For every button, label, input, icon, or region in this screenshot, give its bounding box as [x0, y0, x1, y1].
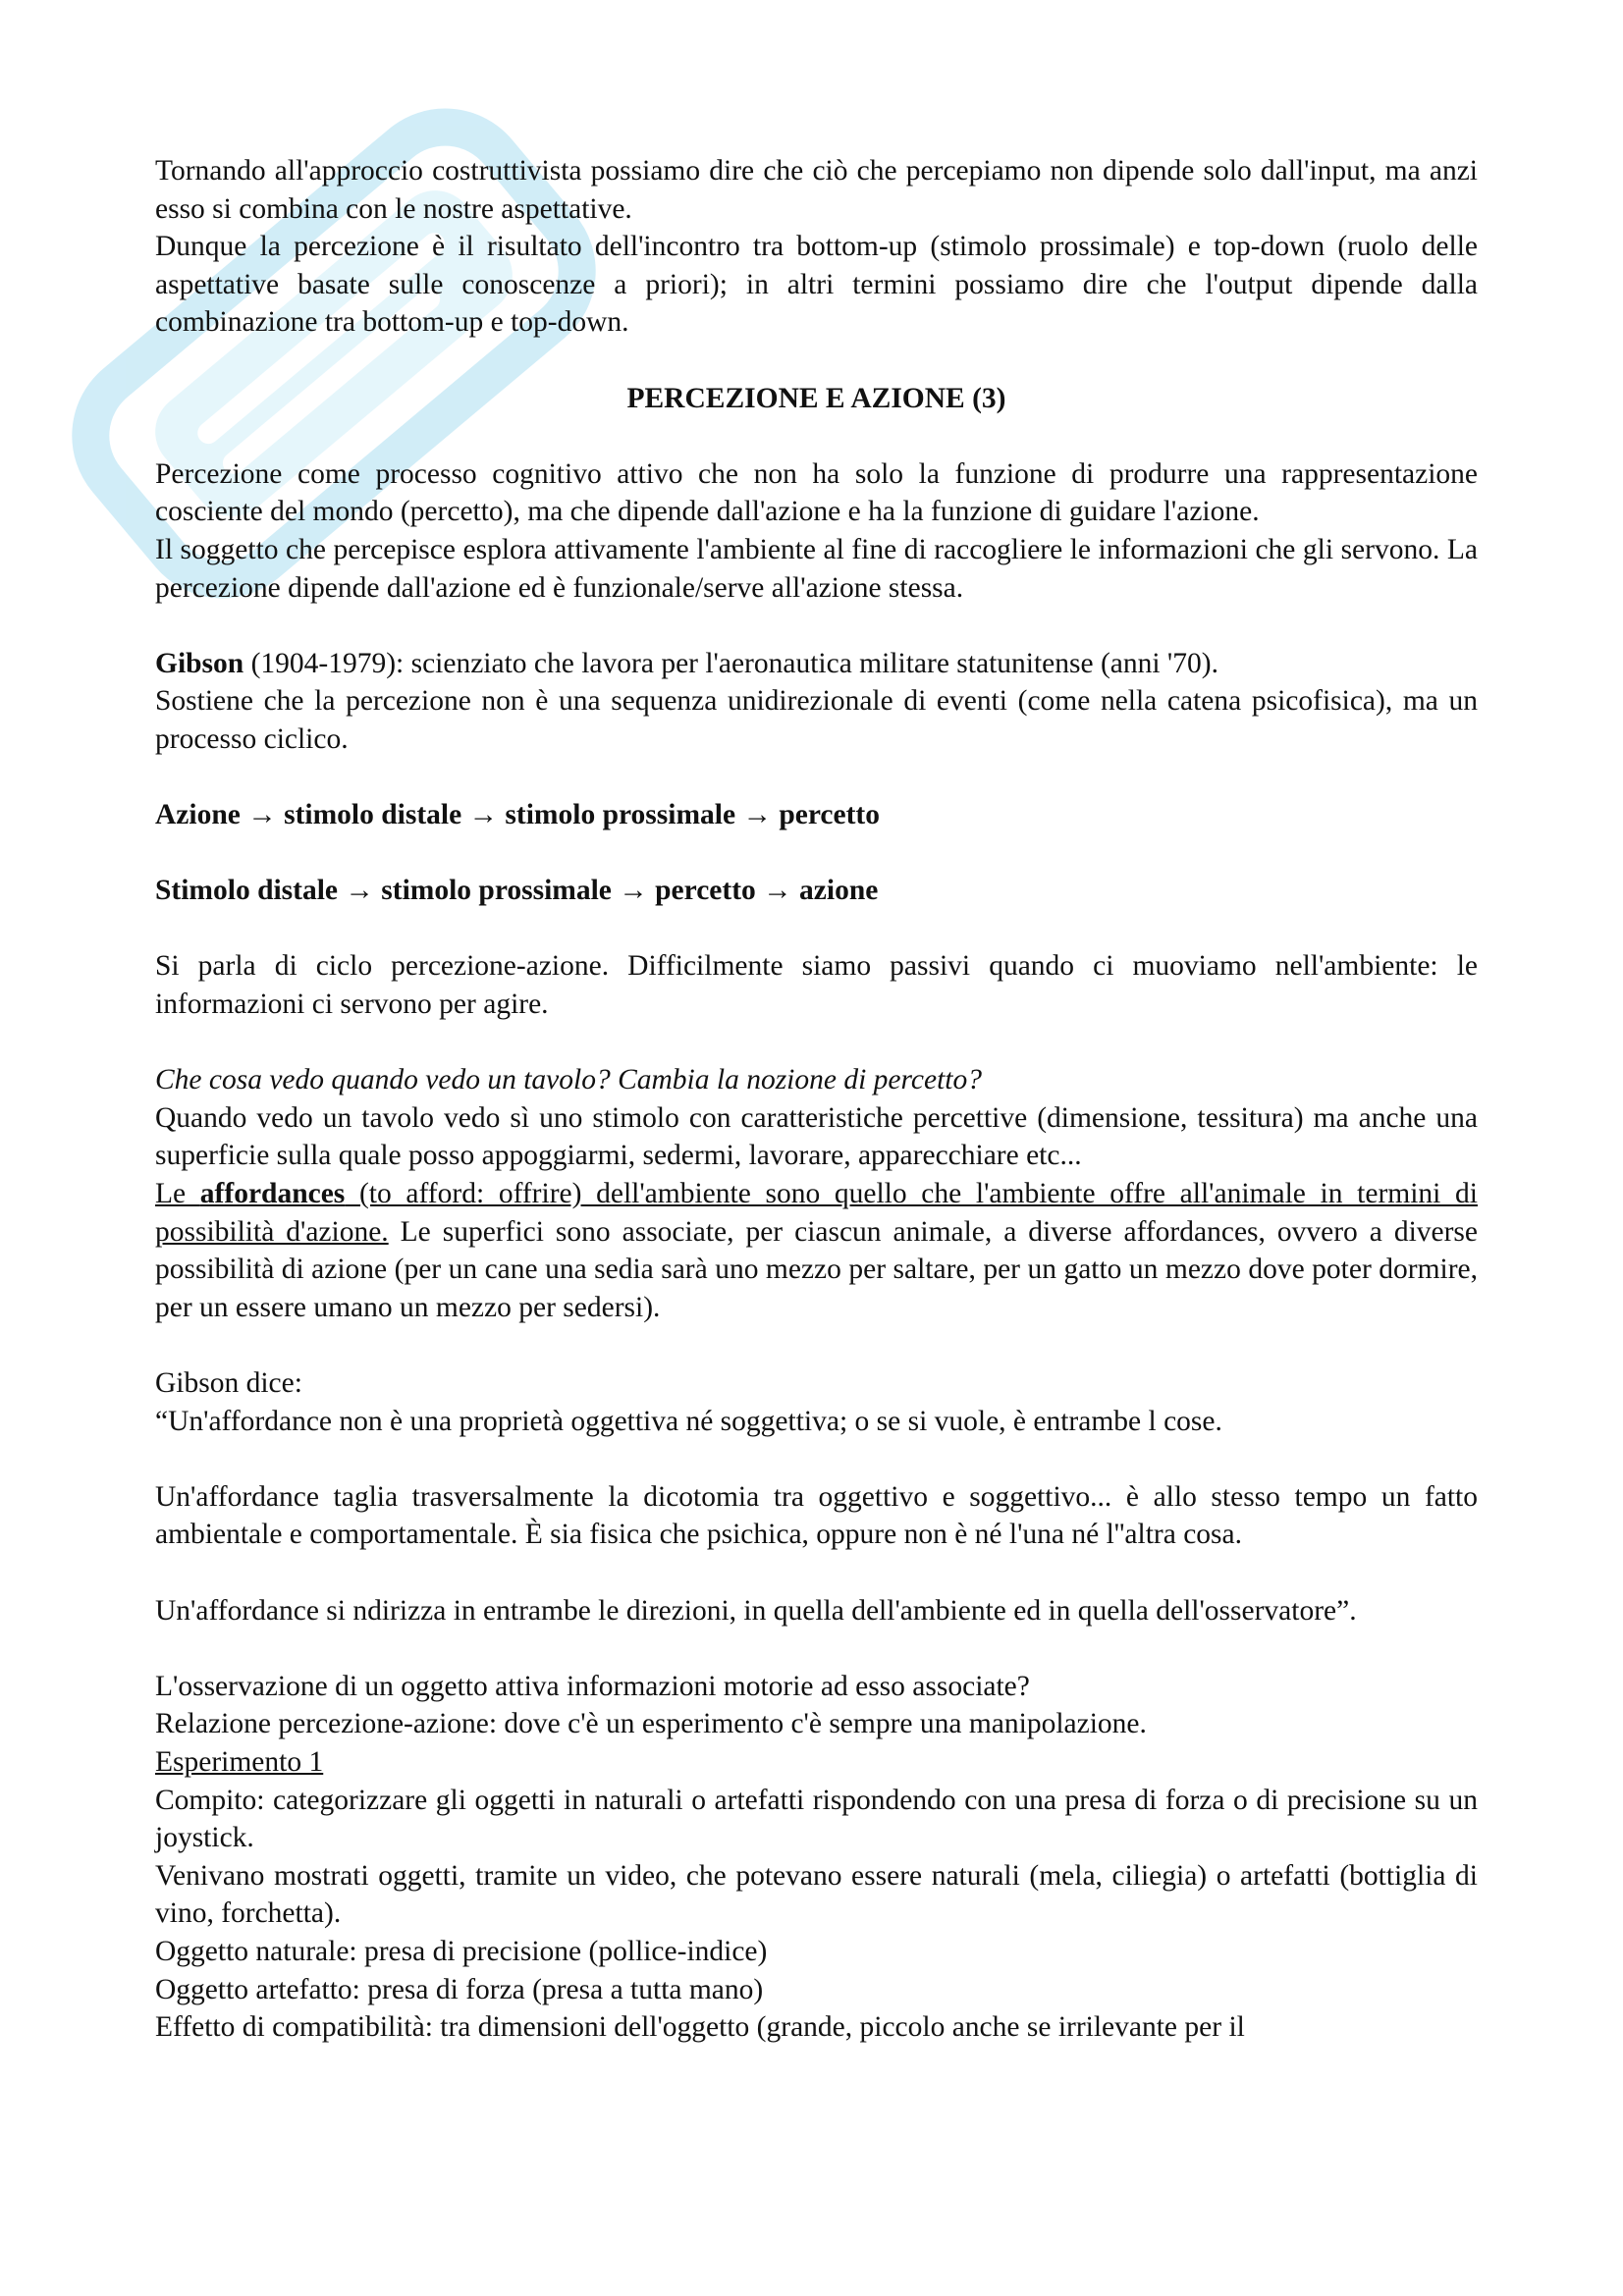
gibson-name: Gibson [155, 647, 244, 679]
affordances-explanation: Le superfici sono associate, per ciascun animale, a diverse affordances, ovvero a diverse possibilità di azione (per un cane una sedia sarà uno mezzo per saltare, per un gatto un mezzo dove poter dormire, per un essere umano un mezzo per sedersi). [155, 1215, 1479, 1323]
experiment-artifact-object: Oggetto artefatto: presa di forza (presa a tutta mano) [155, 1973, 764, 2005]
cycle-line-2: Stimolo distale → stimolo prossimale → percetto → azione [155, 875, 879, 907]
affordances-definition: Le affordances (to afford: offrire) dell'ambiente sono quello che l'ambiente offre all'animale in termini di possibilità d'azione. [155, 1178, 1478, 1248]
cycle-paragraph: Si parla di ciclo percezione-azione. Difficilmente siamo passivi quando ci muoviamo nell'ambiente: le informazioni ci servono per agire. [155, 950, 1478, 1021]
gibson-bio: (1904-1979): scienziato che lavora per l'aeronautica militare statunitense (anni '70). [243, 647, 1218, 679]
perception-paragraph-2: Il soggetto che percepisce esplora attivamente l'ambiente al fine di raccogliere le informazioni che gli servono. La percezione dipende dall'azione ed è funzionale/serve all'azione stessa. [155, 533, 1478, 604]
experiment-question: L'osservazione di un oggetto attiva informazioni motorie ad esso associate? [155, 1670, 1030, 1702]
perception-paragraph-1: Percezione come processo cognitivo attivo che non ha solo la funzione di produrre una rappresentazione cosciente del mondo (percetto), ma che dipende dall'azione e ha la funzione di guidare l'azione. [155, 457, 1478, 528]
experiment-stimuli: Venivano mostrati oggetti, tramite un video, che potevano essere naturali (mela, ciliegia) o artefatti (bottiglia di vino, forchetta). [155, 1859, 1478, 1930]
intro-paragraph-1: Tornando all'approccio costruttivista possiamo dire che ciò che percepiamo non dipende solo dall'input, ma anzi esso si combina con le nostre aspettative. [155, 155, 1478, 225]
table-answer: Quando vedo un tavolo vedo sì uno stimolo con caratteristiche percettive (dimensione, tessitura) ma anche una superficie sulla quale posso appoggiarmi, sedermi, lavorare, apparecchiare etc... [155, 1101, 1478, 1172]
gibson-paragraph [155, 645, 1478, 683]
experiment-relation: Relazione percezione-azione: dove c'è un esperimento c'è sempre una manipolazione. [155, 1708, 1147, 1740]
experiment-task: Compito: categorizzare gli oggetti in naturali o artefatti rispondendo con una presa di forza o di precisione su un joystick. [155, 1784, 1478, 1854]
affordances-term: affordances [199, 1178, 346, 1210]
quote-part-2: Un'affordance taglia trasversalmente la dicotomia tra oggettivo e soggettivo... è allo stesso tempo un fatto ambientale e comportamentale. È sia fisica che psichica, oppure non è né l'una né l''altra cosa. [155, 1480, 1478, 1551]
quote-intro: Gibson dice: [155, 1367, 302, 1399]
table-question: Che cosa vedo quando vedo un tavolo? Cambia la nozione di percetto? [155, 1064, 982, 1096]
experiment-effect: Effetto di compatibilità: tra dimensioni dell'oggetto (grande, piccolo anche se irrilevante per il [155, 2011, 1245, 2044]
experiment-natural-object: Oggetto naturale: presa di precisione (pollice-indice) [155, 1935, 768, 1967]
document-page [155, 152, 1478, 2047]
gibson-claim: Sostiene che la percezione non è una sequenza unidirezionale di eventi (come nella catena psicofisica), ma un processo ciclico. [155, 685, 1478, 755]
section-heading: PERCEZIONE E AZIONE (3) [626, 382, 1006, 414]
affordances-paragraph [155, 1175, 1478, 1326]
quote-part-1: “Un'affordance non è una proprietà oggettiva né soggettiva; o se si vuole, è entrambe l cose. [155, 1405, 1222, 1437]
cycle-line-1: Azione → stimolo distale → stimolo prossimale → percetto [155, 799, 880, 831]
intro-paragraph-2: Dunque la percezione è il risultato dell'incontro tra bottom-up (stimolo prossimale) e top-down (ruolo delle aspettative basate sulle conoscenze a priori); in altri termini possiamo dire che l'output dipende dalla combinazione tra bottom-up e top-down. [155, 231, 1478, 339]
quote-part-3: Un'affordance si ndirizza in entrambe le direzioni, in quella dell'ambiente ed in quella dell'osservatore”. [155, 1594, 1357, 1627]
experiment-title: Esperimento 1 [155, 1745, 324, 1778]
